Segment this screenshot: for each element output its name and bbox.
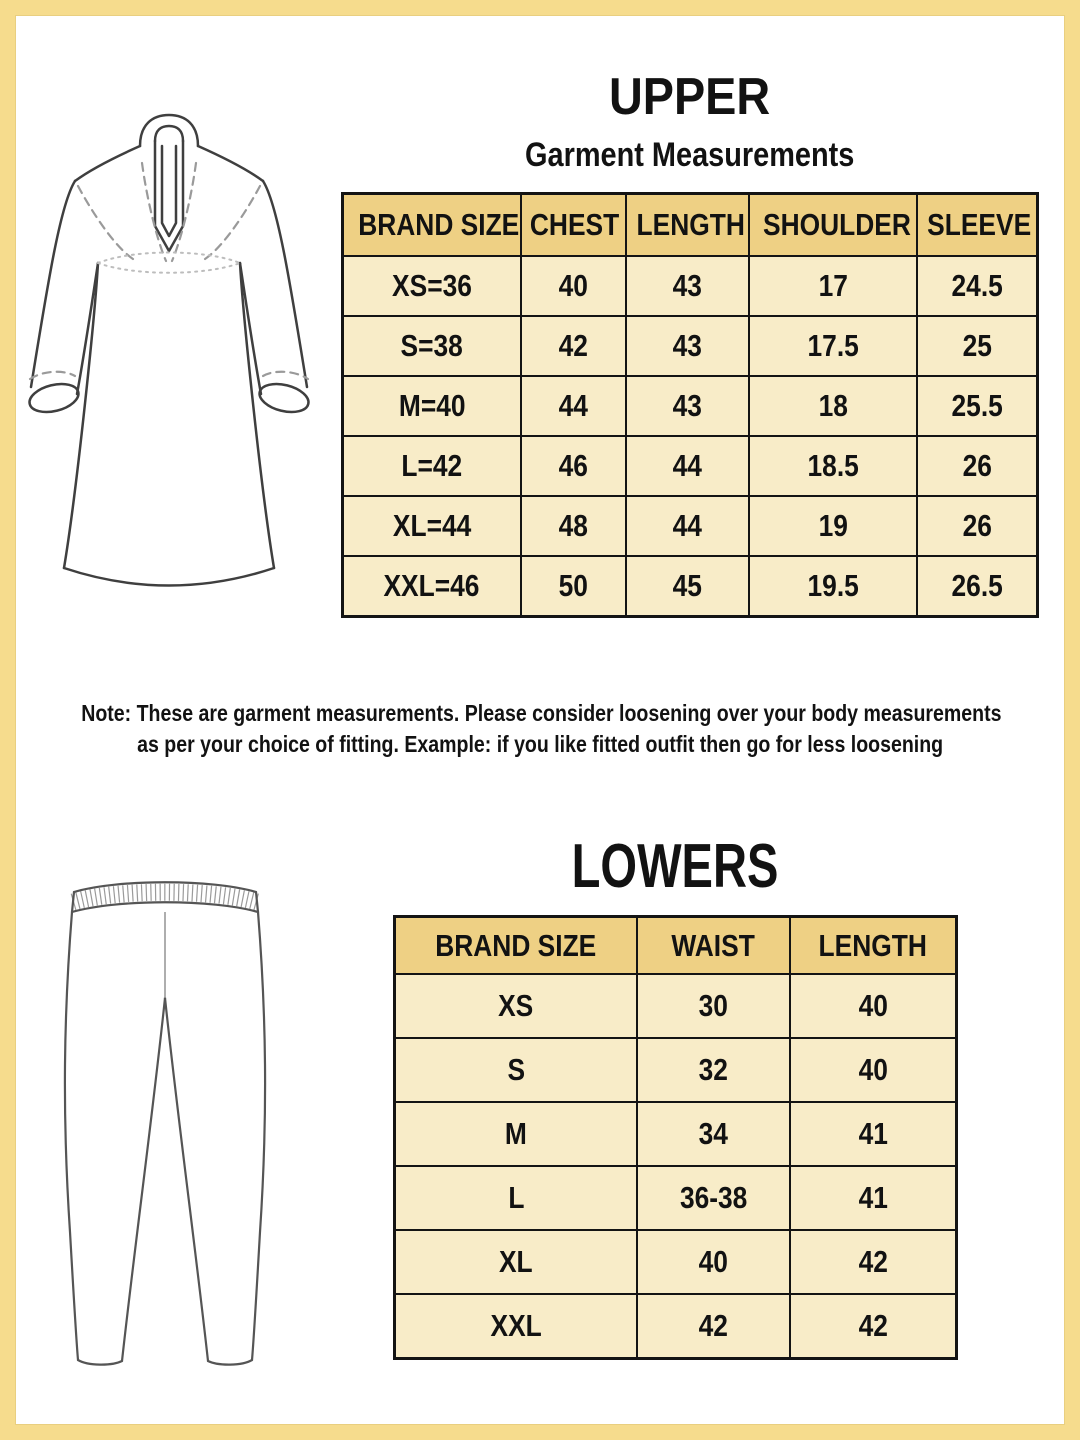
size-cell: [637, 1294, 789, 1359]
size-cell: [521, 556, 627, 617]
size-cell: [917, 496, 1037, 556]
column-header-label: SLEEVE: [927, 207, 1032, 242]
kurta-left-side-seam: [64, 263, 98, 568]
size-cell: [521, 436, 627, 496]
size-cell: [343, 436, 521, 496]
lowers-section-title: [393, 832, 958, 901]
size-cell: [395, 1102, 638, 1166]
kurta-left-shoulder: [75, 146, 140, 181]
size-row: [343, 256, 1038, 316]
pants-waistband-ribbing: [73, 892, 257, 902]
size-cell: [626, 436, 748, 496]
column-header: [395, 917, 638, 975]
size-cell-label: XXL=46: [383, 568, 480, 603]
column-header-label: LENGTH: [636, 207, 746, 242]
size-cell-label: 36-38: [679, 1180, 748, 1215]
size-cell: [521, 316, 627, 376]
pants-left-inner-seam: [122, 998, 165, 1361]
size-cell: [626, 496, 748, 556]
column-header-label: WAIST: [671, 927, 756, 963]
size-cell-label: 30: [698, 988, 729, 1023]
size-cell-label: 42: [858, 1308, 888, 1343]
kurta-chest-line-upper: [98, 253, 240, 264]
column-header: [749, 194, 917, 257]
size-cell-label: 26: [962, 448, 992, 483]
size-row: [343, 376, 1038, 436]
pants-waistband-left-edge: [72, 892, 74, 912]
size-cell: [749, 316, 917, 376]
size-cell-label: 44: [558, 388, 589, 423]
header-row: [395, 917, 957, 975]
size-row: [395, 1038, 957, 1102]
column-header: [790, 917, 957, 975]
column-header-label: BRAND SIZE: [435, 927, 597, 963]
pants-right-inner-seam: [165, 998, 208, 1361]
column-header: [521, 194, 627, 257]
size-row: [343, 316, 1038, 376]
column-header-label: BRAND SIZE: [358, 207, 520, 242]
size-cell: [637, 1166, 789, 1230]
size-cell-label: 41: [858, 1180, 888, 1215]
upper-size-table: [341, 192, 1039, 618]
size-cell-label: 42: [858, 1244, 888, 1279]
lowers-section-title-text: LOWERS: [572, 832, 779, 901]
size-cell-label: 25: [962, 328, 992, 363]
size-cell: [790, 1230, 957, 1294]
size-cell: [749, 376, 917, 436]
pants-right-outer-seam: [252, 912, 265, 1360]
size-cell-label: S=38: [400, 328, 464, 363]
header-row: [343, 194, 1038, 257]
size-cell-label: 24.5: [951, 268, 1003, 303]
size-cell-label: 46: [558, 448, 589, 483]
kurta-right-side-seam: [240, 263, 274, 568]
size-cell-label: 43: [672, 328, 703, 363]
size-row: [343, 556, 1038, 617]
size-cell: [637, 1230, 789, 1294]
kurta-collar-inner: [155, 126, 183, 141]
size-cell-label: 48: [558, 508, 589, 543]
size-row: [395, 1166, 957, 1230]
upper-section-subtitle-text: Garment Measurements: [525, 136, 855, 174]
size-cell: [917, 376, 1037, 436]
size-cell-label: L=42: [401, 448, 463, 483]
column-header: [917, 194, 1037, 257]
size-cell: [790, 1038, 957, 1102]
size-cell-label: 19: [818, 508, 848, 543]
column-header-label: CHEST: [529, 207, 619, 242]
size-cell: [917, 436, 1037, 496]
size-cell-label: 42: [698, 1308, 729, 1343]
measurement-note-line1-text: Note: These are garment measurements. Please consider loosening over your body measurements: [81, 700, 1002, 726]
size-cell-label: 19.5: [807, 568, 859, 603]
kurta-cuff-seam-left: [30, 372, 75, 379]
size-cell-label: 40: [698, 1244, 729, 1279]
kurta-placket-inner: [162, 146, 176, 236]
size-row: [395, 1294, 957, 1359]
pants-left-hem: [78, 1360, 122, 1365]
size-row: [395, 1230, 957, 1294]
size-cell-label: XS=36: [391, 268, 472, 303]
size-cell: [749, 556, 917, 617]
kurta-left-sleeve: [31, 181, 75, 387]
size-cell: [395, 1038, 638, 1102]
pants-right-hem: [208, 1360, 252, 1365]
size-cell-label: 42: [558, 328, 589, 363]
size-cell: [626, 376, 748, 436]
size-cell-label: 43: [672, 388, 703, 423]
column-header-label: LENGTH: [818, 927, 927, 963]
size-cell-label: M: [505, 1116, 528, 1151]
size-cell: [790, 1166, 957, 1230]
size-row: [343, 436, 1038, 496]
size-cell-label: XL: [499, 1244, 533, 1279]
size-cell: [626, 256, 748, 316]
kurta-cuff-seam-right: [263, 372, 308, 379]
size-cell: [343, 256, 521, 316]
size-row: [395, 1102, 957, 1166]
column-header: [343, 194, 521, 257]
size-cell-label: 18.5: [807, 448, 859, 483]
size-cell: [343, 556, 521, 617]
size-cell-label: 41: [858, 1116, 888, 1151]
size-cell-label: 40: [558, 268, 589, 303]
size-cell-label: 50: [558, 568, 589, 603]
size-cell: [917, 316, 1037, 376]
size-cell: [917, 256, 1037, 316]
size-cell-label: 34: [698, 1116, 729, 1151]
size-cell-label: 18: [818, 388, 848, 423]
measurement-note-line2: [0, 729, 1080, 760]
kurta-hem: [64, 568, 274, 586]
upper-section-subtitle: [341, 136, 1039, 175]
size-cell-label: 26.5: [951, 568, 1003, 603]
size-cell: [790, 1102, 957, 1166]
column-header: [637, 917, 789, 975]
measurement-note: [0, 698, 1080, 760]
size-cell: [521, 376, 627, 436]
kurta-chest-line-lower: [98, 263, 240, 273]
size-cell-label: XS: [498, 988, 534, 1023]
size-cell-label: 45: [672, 568, 703, 603]
measurement-note-line1: [0, 698, 1080, 729]
upper-section-title-text: UPPER: [609, 68, 771, 126]
size-cell-label: 43: [672, 268, 703, 303]
size-cell: [395, 1294, 638, 1359]
size-cell-label: 32: [698, 1052, 729, 1087]
size-cell: [749, 436, 917, 496]
kurta-yoke-seam-left: [78, 186, 133, 259]
kurta-collar-outline: [140, 115, 198, 146]
size-cell: [626, 556, 748, 617]
size-cell: [637, 1102, 789, 1166]
size-cell: [749, 256, 917, 316]
size-cell: [521, 256, 627, 316]
pants-illustration: [58, 872, 268, 1372]
kurta-illustration: [18, 100, 348, 660]
size-cell: [790, 1294, 957, 1359]
size-cell-label: 25.5: [951, 388, 1003, 423]
size-row: [343, 496, 1038, 556]
kurta-left-cuff: [27, 379, 82, 416]
size-row: [395, 974, 957, 1038]
size-cell: [749, 496, 917, 556]
size-cell: [637, 1038, 789, 1102]
size-cell: [917, 556, 1037, 617]
column-header-label: SHOULDER: [762, 207, 911, 242]
size-cell-label: 40: [858, 988, 888, 1023]
measurement-note-line2-text: as per your choice of fitting. Example: if you like fitted outfit then go for less loosening: [137, 731, 943, 757]
size-cell-label: L: [508, 1180, 525, 1215]
size-cell: [343, 316, 521, 376]
lowers-size-table: [393, 915, 958, 1360]
kurta-right-sleeve: [263, 181, 307, 387]
pants-waistband-bottom: [72, 902, 258, 912]
size-cell-label: S: [507, 1052, 525, 1087]
pants-left-outer-seam: [65, 912, 78, 1360]
size-cell: [790, 974, 957, 1038]
size-cell: [395, 1166, 638, 1230]
size-cell: [343, 496, 521, 556]
kurta-yoke-seam-right: [205, 186, 260, 259]
size-cell-label: 44: [672, 448, 703, 483]
size-cell: [343, 376, 521, 436]
size-cell: [521, 496, 627, 556]
size-cell-label: XL=44: [392, 508, 472, 543]
size-cell-label: 17.5: [807, 328, 859, 363]
size-cell: [395, 974, 638, 1038]
size-cell-label: M=40: [398, 388, 466, 423]
column-header: [626, 194, 748, 257]
size-cell-label: 26: [962, 508, 992, 543]
upper-section-title: [341, 70, 1039, 125]
size-cell: [395, 1230, 638, 1294]
size-cell-label: 17: [818, 268, 848, 303]
kurta-right-shoulder: [198, 146, 263, 181]
size-cell-label: XXL: [490, 1308, 542, 1343]
kurta-right-cuff: [257, 379, 312, 416]
size-cell: [637, 974, 789, 1038]
size-cell-label: 40: [858, 1052, 888, 1087]
size-cell: [626, 316, 748, 376]
size-cell-label: 44: [672, 508, 703, 543]
